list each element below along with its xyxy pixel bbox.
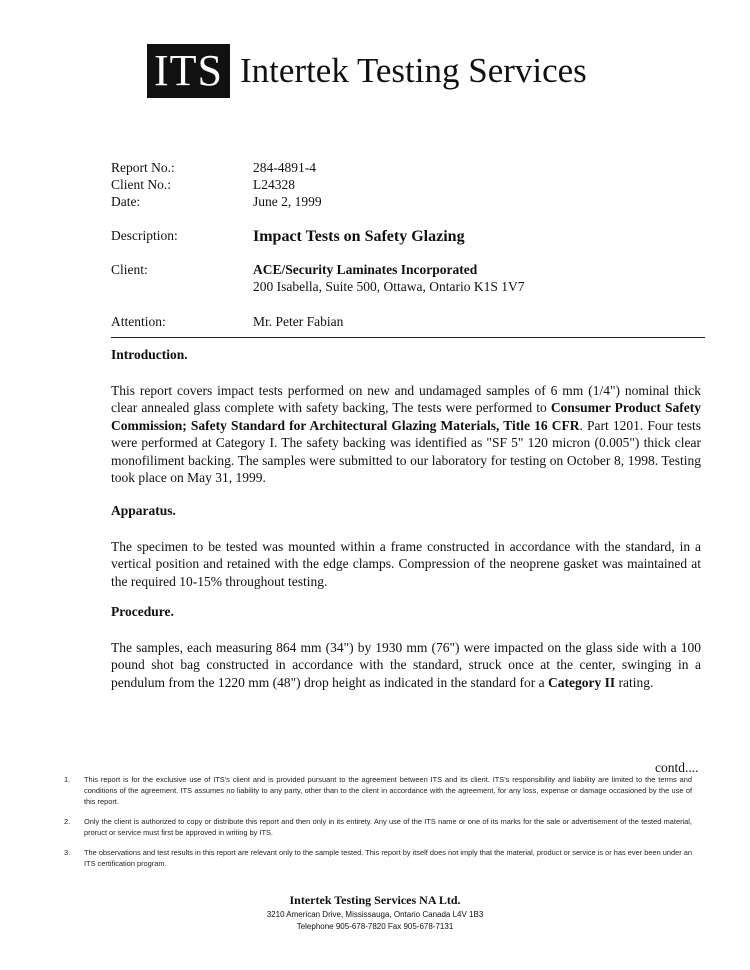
procedure-text-1: The samples, each measuring 864 mm (34") by 1930 mm (76") were impacted on the glass side with a 100 pound shot bag constructed in accordance with the standard, struck once at the center, swinging in a pendulum from the 1220 mm (48") drop height as indicated in the standard for a bbox=[111, 639, 701, 690]
its-logo: ITS bbox=[147, 44, 230, 98]
attention-label: Attention: bbox=[111, 314, 166, 329]
note-item bbox=[64, 774, 692, 807]
client-label: Client: bbox=[111, 262, 148, 277]
header-divider bbox=[111, 337, 705, 338]
client-no-label: Client No.: bbox=[111, 177, 171, 192]
introduction-text-2: . Part 1201. Four tests were performed at Category I. The safety backing was identified as "SF 5" 120 micron (0.005") thick clear monofiliment backing. The samples were submitted to our laboratory for testing on October 8, 1998. Testing took place on May 31, 1999. bbox=[111, 417, 701, 485]
procedure-section bbox=[111, 603, 701, 691]
note-item bbox=[64, 816, 692, 838]
description-row bbox=[111, 228, 465, 248]
report-no-value: 284-4891-4 bbox=[253, 160, 316, 175]
client-address: 200 Isabella, Suite 500, Ottawa, Ontario K1S 1V7 bbox=[253, 279, 525, 294]
report-no-row bbox=[111, 160, 322, 177]
letterhead bbox=[147, 44, 587, 98]
procedure-text-2: rating. bbox=[615, 674, 654, 690]
report-meta bbox=[111, 160, 322, 211]
procedure-paragraph bbox=[111, 639, 701, 692]
attention-value: Mr. Peter Fabian bbox=[253, 314, 344, 329]
disclaimer-notes bbox=[64, 774, 692, 878]
client-no-row bbox=[111, 177, 322, 194]
introduction-paragraph bbox=[111, 382, 701, 487]
footer-company-name: Intertek Testing Services NA Ltd. bbox=[289, 893, 461, 907]
footer-phone: Telephone 905-678-7820 Fax 905-678-7131 bbox=[296, 922, 454, 931]
client-row bbox=[111, 262, 524, 279]
note-number: 1. bbox=[64, 775, 71, 784]
client-name: ACE/Security Laminates Incorporated bbox=[253, 262, 478, 277]
introduction-heading: Introduction. bbox=[111, 347, 188, 362]
note-item bbox=[64, 847, 692, 869]
attention-row bbox=[111, 314, 343, 331]
note-number: 3. bbox=[64, 848, 71, 857]
client-address-row bbox=[111, 279, 524, 296]
description-value: Impact Tests on Safety Glazing bbox=[253, 228, 465, 245]
procedure-heading: Procedure. bbox=[111, 604, 174, 619]
description-label: Description: bbox=[111, 228, 178, 243]
note-text: This report is for the exclusive use of ITS's client and is provided pursuant to the agreement between ITS and its client. ITS's responsibility and liability are limited to the terms and conditions of the agreement. ITS assumes no liability to any party, other than to the client in accordance with the agreement, for any loss, expense or damage occasioned by the use of this report. bbox=[84, 775, 692, 806]
attention-block bbox=[111, 314, 343, 331]
date-row bbox=[111, 194, 322, 211]
company-name: Intertek Testing Services bbox=[240, 51, 587, 90]
introduction-section bbox=[111, 346, 701, 487]
note-text: The observations and test results in this report are relevant only to the sample tested. This report by itself does not imply that the material, product or service is or has ever been under an ITS certification program. bbox=[84, 848, 692, 868]
date-value: June 2, 1999 bbox=[253, 194, 322, 209]
client-block bbox=[111, 262, 524, 296]
category-rating: Category II bbox=[548, 674, 616, 690]
note-text: Only the client is authorized to copy or distribute this report and then only in its entirety. Any use of the ITS name or one of its marks for the sale or advertisement of the tested material, proruct or service must first be approved in writing by ITS. bbox=[84, 817, 692, 837]
apparatus-heading: Apparatus. bbox=[111, 503, 176, 518]
continued-marker: contd.... bbox=[655, 760, 699, 775]
footer-address: 3210 American Drive, Mississauga, Ontario Canada L4V 1B3 bbox=[266, 910, 484, 919]
apparatus-paragraph: The specimen to be tested was mounted within a frame constructed in accordance with the standard, in a vertical position and retained with the edge clamps. Compression of the neoprene gasket was maintained at the required 10-15% throughout testing. bbox=[111, 538, 701, 589]
date-label: Date: bbox=[111, 194, 141, 209]
apparatus-section bbox=[111, 502, 701, 590]
description-block bbox=[111, 228, 465, 248]
report-no-label: Report No.: bbox=[111, 160, 175, 175]
standard-name: Consumer Product Safety Commission; Safety Standard for Architectural Glazing Materials, Title 16 CFR bbox=[111, 400, 701, 433]
client-no-value: L24328 bbox=[253, 177, 295, 192]
introduction-text-1: This report covers impact tests performed on new and undamaged samples of 6 mm (1/4") nominal thick clear annealed glass complete with safety backing, The tests were performed to bbox=[111, 382, 701, 415]
note-number: 2. bbox=[64, 817, 71, 826]
footer bbox=[0, 893, 750, 932]
